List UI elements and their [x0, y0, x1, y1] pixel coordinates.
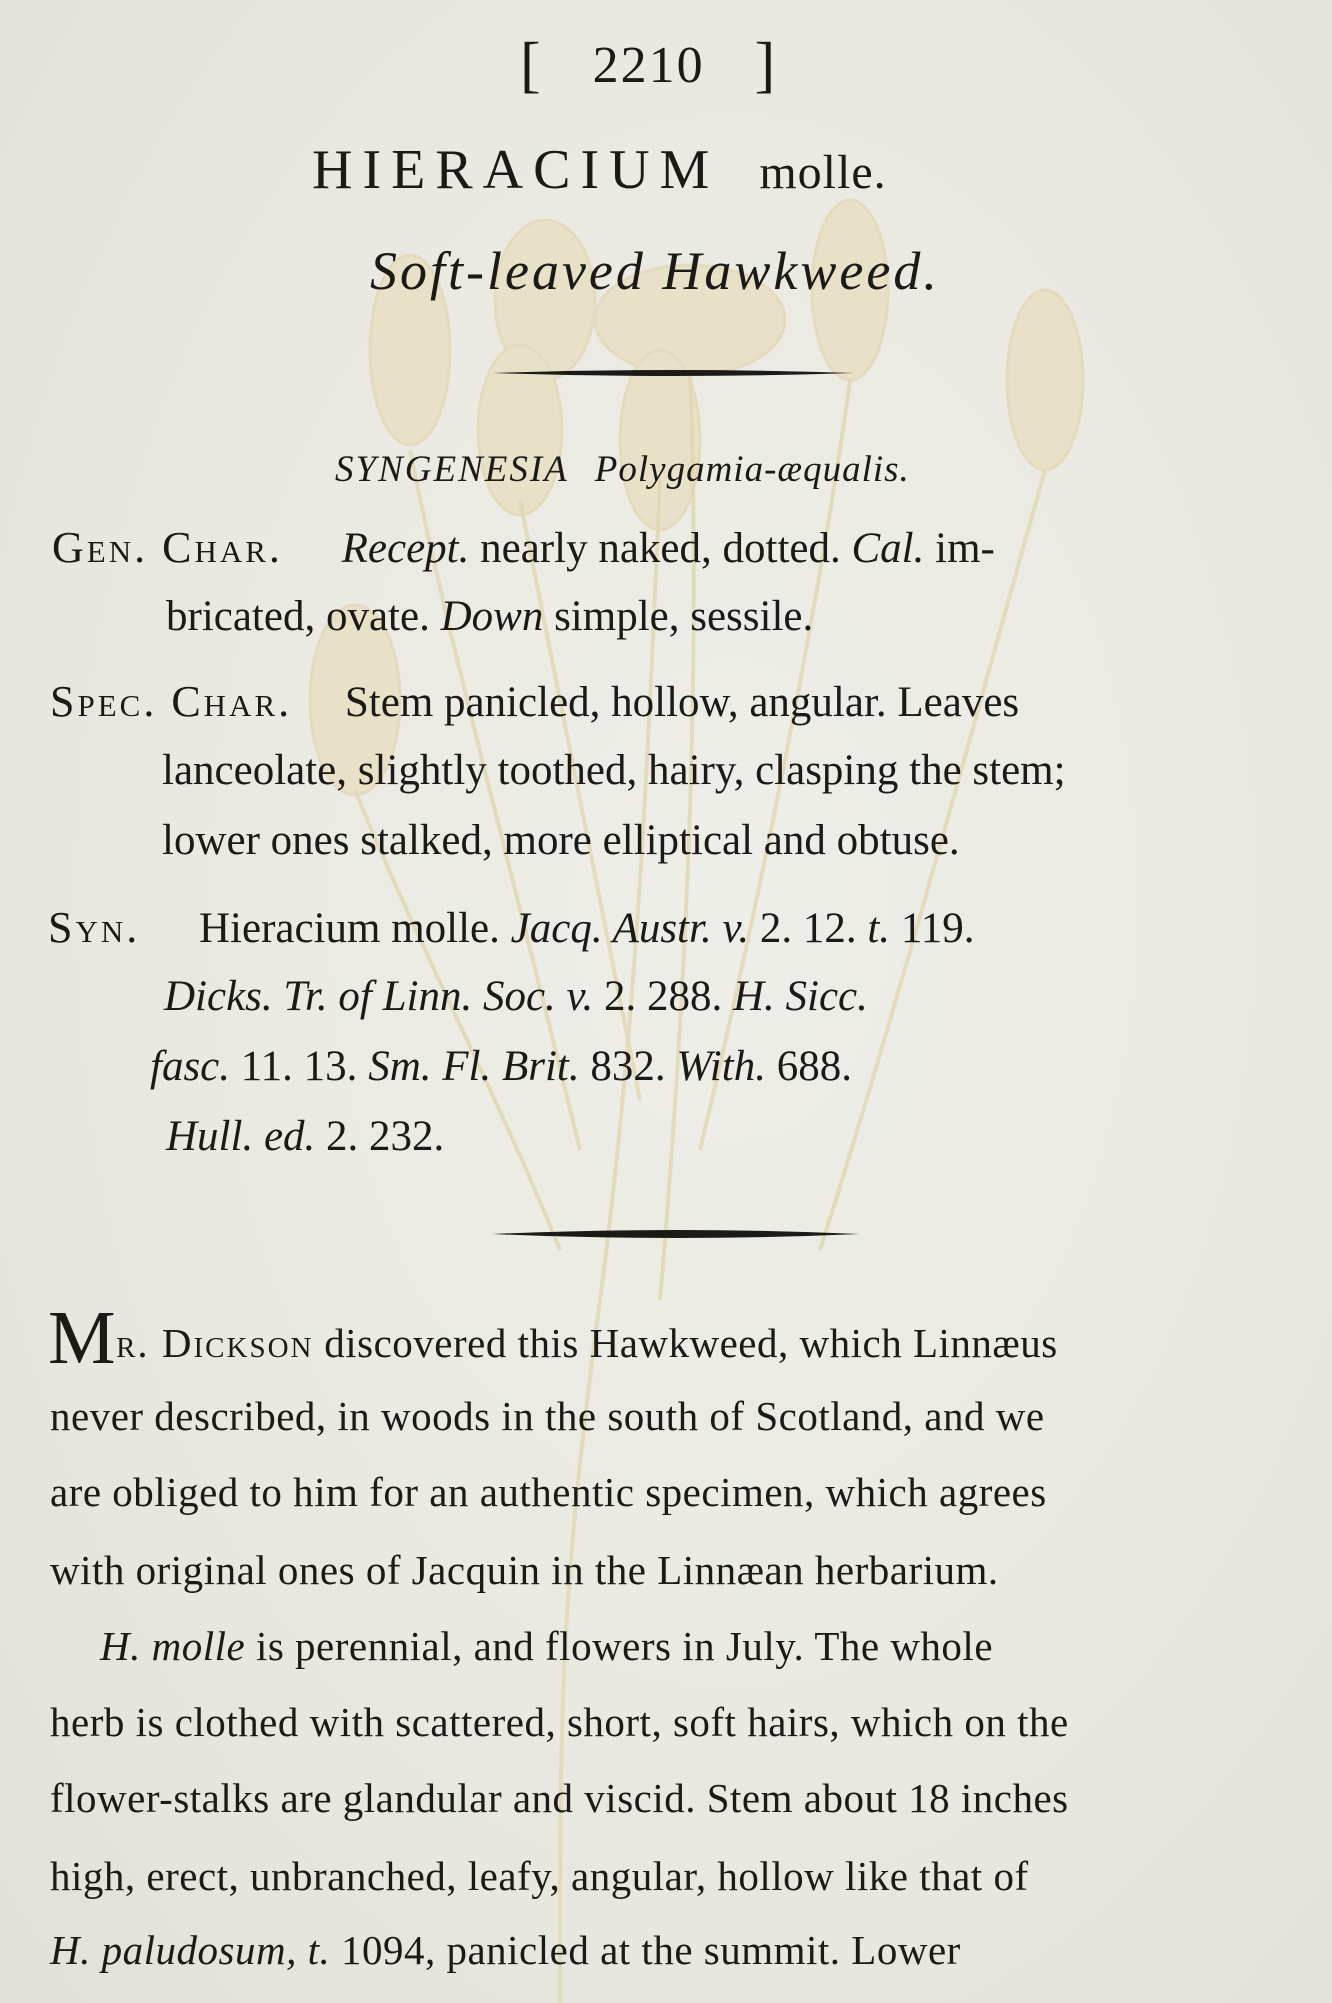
- body-text: 1094, panicled at the summit. Lower: [330, 1927, 961, 1973]
- body-paragraph-1-line-3: are obliged to him for an authentic specimen, which agrees: [50, 1469, 1047, 1515]
- body-paragraph-2-line-3: flower-stalks are glandular and viscid. Stem about 18 inches: [50, 1775, 1069, 1821]
- body-paragraph-1-line-2: never described, in woods in the south of Scotland, and we: [50, 1393, 1045, 1439]
- syn-text: 832.: [579, 1043, 677, 1090]
- spec-char-text: Stem panicled, hollow, angular. Leaves: [344, 679, 1020, 726]
- body-paragraph-2-line-5: [50, 1926, 961, 1974]
- body-paragraph-2-line-2: herb is clothed with scattered, short, soft hairs, which on the: [50, 1699, 1069, 1745]
- body-paragraph-1-line-1: [48, 1296, 1058, 1380]
- plate-number: [520, 30, 820, 101]
- body-text: discovered this Hawkweed, which Linnæus: [313, 1320, 1058, 1366]
- syn-label: Syn.: [48, 903, 141, 952]
- body-text: H. paludosum, t.: [50, 1927, 331, 1973]
- species-title: [312, 138, 887, 202]
- gen-char-line-1: [52, 522, 995, 573]
- gen-char-text: Cal.: [851, 525, 925, 572]
- syn-line-3: [150, 1042, 852, 1091]
- ghost-flower-head: [1007, 290, 1083, 470]
- spec-char-line-1: [50, 676, 1019, 727]
- gen-char-text: bricated, ovate.: [166, 593, 441, 640]
- syn-text: Hieracium molle.: [199, 905, 511, 952]
- body-paragraph-1-line-4: with original ones of Jacquin in the Linnæan herbarium.: [50, 1547, 999, 1593]
- gen-char-label: Gen. Char.: [52, 523, 283, 572]
- common-name: Soft-leaved Hawkweed.: [370, 241, 940, 301]
- syn-text: Hull. ed.: [166, 1113, 316, 1160]
- drop-cap: M: [48, 1296, 117, 1380]
- plate-number-value: 2210: [592, 37, 705, 94]
- spec-char-line-3: lower ones stalked, more elliptical and obtuse.: [162, 817, 960, 864]
- classification-order: Polygamia-æqualis.: [594, 449, 910, 490]
- syn-text: 119.: [890, 905, 975, 952]
- gen-char-text: im-: [924, 525, 995, 572]
- syn-text: H. Sicc.: [732, 973, 868, 1020]
- body-text: H. molle: [100, 1623, 246, 1669]
- person-name: r. Dickson: [116, 1320, 314, 1366]
- plate-number-bracket-close: ]: [754, 31, 778, 99]
- gen-char-line-2: [166, 592, 813, 641]
- classification-class: SYNGENESIA: [335, 449, 569, 490]
- genus-name: HIERACIUM: [312, 139, 720, 201]
- body-paragraph-2-line-4: high, erect, unbranched, leafy, angular, hollow like that of: [50, 1853, 1029, 1899]
- species-epithet: molle.: [759, 146, 887, 199]
- syn-line-2: [164, 972, 868, 1021]
- body-text: is perennial, and flowers in July. The whole: [245, 1623, 994, 1669]
- syn-text: 688.: [765, 1043, 852, 1090]
- ornamental-rule-bottom: [492, 1230, 860, 1236]
- syn-text: 2. 288.: [593, 973, 733, 1020]
- plate-number-bracket-open: [: [520, 31, 543, 99]
- syn-line-4: [166, 1112, 444, 1161]
- syn-text: 2. 12.: [749, 905, 868, 952]
- syn-text: Dicks. Tr. of Linn. Soc. v.: [164, 973, 594, 1020]
- syn-text: fasc.: [150, 1043, 231, 1090]
- spec-char-label: Spec. Char.: [50, 677, 293, 726]
- syn-text: Sm. Fl. Brit.: [368, 1043, 580, 1090]
- syn-text: t.: [867, 905, 891, 952]
- linnaean-classification: [335, 448, 910, 491]
- syn-text: 11. 13.: [230, 1043, 369, 1090]
- syn-text: 2. 232.: [315, 1113, 445, 1160]
- ornamental-rule-top: [492, 370, 854, 376]
- gen-char-text: Recept.: [341, 525, 470, 572]
- syn-line-1: [48, 902, 974, 953]
- gen-char-text: simple, sessile.: [543, 593, 814, 640]
- spec-char-line-2: lanceolate, slightly toothed, hairy, clasping the stem;: [162, 747, 1066, 794]
- syn-text: Jacq. Austr. v.: [510, 905, 750, 952]
- syn-text: With.: [676, 1043, 766, 1090]
- gen-char-text: nearly naked, dotted.: [469, 525, 852, 572]
- gen-char-text: Down: [440, 593, 544, 640]
- body-paragraph-2-line-1: [100, 1622, 993, 1670]
